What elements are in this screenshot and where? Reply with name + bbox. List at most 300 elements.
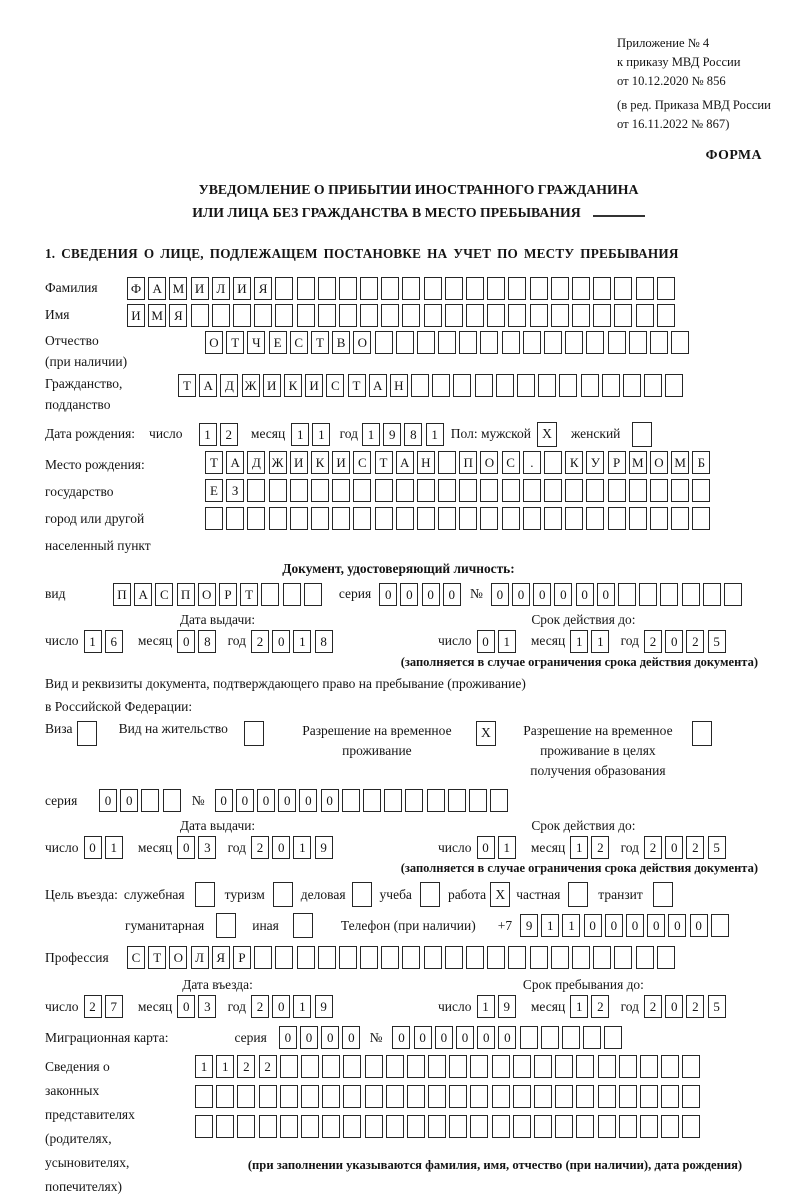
- char-box[interactable]: [636, 277, 654, 300]
- char-box[interactable]: [311, 479, 329, 502]
- char-box[interactable]: [141, 789, 159, 812]
- char-box[interactable]: Р: [608, 451, 626, 474]
- char-box[interactable]: [523, 479, 541, 502]
- char-box[interactable]: [618, 583, 636, 606]
- char-box[interactable]: [724, 583, 742, 606]
- char-box[interactable]: [565, 331, 583, 354]
- char-box[interactable]: 2: [237, 1055, 255, 1078]
- char-box[interactable]: 8: [198, 630, 216, 653]
- char-box[interactable]: [636, 946, 654, 969]
- char-box[interactable]: [375, 479, 393, 502]
- char-box[interactable]: [322, 1085, 340, 1108]
- purpose-private-checkbox[interactable]: [568, 882, 588, 907]
- char-box[interactable]: Я: [169, 304, 187, 327]
- char-box[interactable]: 5: [708, 630, 726, 653]
- char-box[interactable]: 0: [626, 914, 644, 937]
- char-box[interactable]: 0: [477, 836, 495, 859]
- char-box[interactable]: М: [169, 277, 187, 300]
- char-box[interactable]: [402, 946, 420, 969]
- char-box[interactable]: И: [191, 277, 209, 300]
- char-box[interactable]: [396, 507, 414, 530]
- char-box[interactable]: [544, 451, 562, 474]
- char-box[interactable]: 1: [195, 1055, 213, 1078]
- char-box[interactable]: 1: [199, 423, 217, 446]
- char-box[interactable]: [608, 479, 626, 502]
- char-box[interactable]: 0: [605, 914, 623, 937]
- char-box[interactable]: [513, 1115, 531, 1138]
- char-box[interactable]: [427, 789, 445, 812]
- char-box[interactable]: [598, 1085, 616, 1108]
- char-box[interactable]: [671, 479, 689, 502]
- char-box[interactable]: [490, 789, 508, 812]
- char-box[interactable]: 0: [665, 995, 683, 1018]
- char-box[interactable]: [604, 1026, 622, 1049]
- char-box[interactable]: [283, 583, 301, 606]
- char-box[interactable]: О: [480, 451, 498, 474]
- char-box[interactable]: .: [523, 451, 541, 474]
- char-box[interactable]: [360, 277, 378, 300]
- char-box[interactable]: 2: [686, 995, 704, 1018]
- char-box[interactable]: [259, 1115, 277, 1138]
- char-box[interactable]: 6: [105, 630, 123, 653]
- char-box[interactable]: [657, 304, 675, 327]
- char-box[interactable]: [445, 946, 463, 969]
- char-box[interactable]: [544, 479, 562, 502]
- char-box[interactable]: 1: [541, 914, 559, 937]
- char-box[interactable]: Ч: [247, 331, 265, 354]
- char-box[interactable]: 0: [576, 583, 594, 606]
- char-box[interactable]: [381, 304, 399, 327]
- char-box[interactable]: Е: [205, 479, 223, 502]
- char-box[interactable]: [517, 374, 535, 397]
- char-box[interactable]: [424, 946, 442, 969]
- purpose-humanitarian-checkbox[interactable]: [216, 913, 236, 938]
- char-box[interactable]: [538, 374, 556, 397]
- char-box[interactable]: [216, 1085, 234, 1108]
- char-box[interactable]: [650, 331, 668, 354]
- char-box[interactable]: К: [311, 451, 329, 474]
- char-box[interactable]: 8: [404, 423, 422, 446]
- char-box[interactable]: Л: [191, 946, 209, 969]
- char-box[interactable]: [508, 946, 526, 969]
- char-box[interactable]: [386, 1055, 404, 1078]
- char-box[interactable]: [586, 479, 604, 502]
- char-box[interactable]: [216, 1115, 234, 1138]
- temp-residence-edu-checkbox[interactable]: [692, 721, 712, 746]
- char-box[interactable]: Ж: [242, 374, 260, 397]
- char-box[interactable]: [438, 507, 456, 530]
- char-box[interactable]: 0: [690, 914, 708, 937]
- char-box[interactable]: 0: [668, 914, 686, 937]
- purpose-transit-checkbox[interactable]: [653, 882, 673, 907]
- char-box[interactable]: [593, 946, 611, 969]
- char-box[interactable]: [551, 304, 569, 327]
- char-box[interactable]: 0: [272, 630, 290, 653]
- char-box[interactable]: [682, 1115, 700, 1138]
- char-box[interactable]: 1: [105, 836, 123, 859]
- char-box[interactable]: 2: [251, 630, 269, 653]
- char-box[interactable]: С: [127, 946, 145, 969]
- char-box[interactable]: 1: [562, 914, 580, 937]
- char-box[interactable]: [551, 277, 569, 300]
- char-box[interactable]: У: [586, 451, 604, 474]
- char-box[interactable]: [496, 374, 514, 397]
- char-box[interactable]: [657, 277, 675, 300]
- char-box[interactable]: 0: [177, 836, 195, 859]
- char-box[interactable]: С: [290, 331, 308, 354]
- char-box[interactable]: [523, 331, 541, 354]
- char-box[interactable]: [565, 479, 583, 502]
- char-box[interactable]: А: [148, 277, 166, 300]
- char-box[interactable]: [466, 946, 484, 969]
- char-box[interactable]: [692, 507, 710, 530]
- purpose-work-checkbox[interactable]: X: [490, 882, 510, 907]
- char-box[interactable]: [322, 1115, 340, 1138]
- char-box[interactable]: [502, 331, 520, 354]
- char-box[interactable]: 1: [426, 423, 444, 446]
- char-box[interactable]: [480, 479, 498, 502]
- char-box[interactable]: [290, 507, 308, 530]
- char-box[interactable]: [459, 507, 477, 530]
- char-box[interactable]: 9: [383, 423, 401, 446]
- char-box[interactable]: О: [169, 946, 187, 969]
- char-box[interactable]: Т: [205, 451, 223, 474]
- char-box[interactable]: [275, 304, 293, 327]
- char-box[interactable]: [682, 1055, 700, 1078]
- char-box[interactable]: 0: [443, 583, 461, 606]
- char-box[interactable]: И: [305, 374, 323, 397]
- char-box[interactable]: [195, 1085, 213, 1108]
- char-box[interactable]: [304, 583, 322, 606]
- char-box[interactable]: [598, 1115, 616, 1138]
- char-box[interactable]: 0: [279, 1026, 297, 1049]
- char-box[interactable]: 0: [177, 995, 195, 1018]
- char-box[interactable]: [449, 1085, 467, 1108]
- char-box[interactable]: А: [199, 374, 217, 397]
- char-box[interactable]: 0: [321, 1026, 339, 1049]
- char-box[interactable]: [629, 331, 647, 354]
- char-box[interactable]: Н: [417, 451, 435, 474]
- char-box[interactable]: [541, 1026, 559, 1049]
- char-box[interactable]: [544, 331, 562, 354]
- char-box[interactable]: [470, 1055, 488, 1078]
- char-box[interactable]: И: [233, 277, 251, 300]
- char-box[interactable]: [665, 374, 683, 397]
- char-box[interactable]: М: [148, 304, 166, 327]
- char-box[interactable]: [459, 479, 477, 502]
- char-box[interactable]: П: [113, 583, 131, 606]
- char-box[interactable]: [480, 507, 498, 530]
- char-box[interactable]: Б: [692, 451, 710, 474]
- char-box[interactable]: 0: [477, 630, 495, 653]
- char-box[interactable]: Т: [226, 331, 244, 354]
- char-box[interactable]: [470, 1115, 488, 1138]
- char-box[interactable]: [671, 331, 689, 354]
- char-box[interactable]: [534, 1115, 552, 1138]
- char-box[interactable]: [551, 946, 569, 969]
- purpose-official-checkbox[interactable]: [195, 882, 215, 907]
- char-box[interactable]: [297, 277, 315, 300]
- char-box[interactable]: Н: [390, 374, 408, 397]
- char-box[interactable]: 1: [570, 995, 588, 1018]
- char-box[interactable]: [353, 479, 371, 502]
- char-box[interactable]: И: [263, 374, 281, 397]
- char-box[interactable]: [212, 304, 230, 327]
- char-box[interactable]: 2: [251, 995, 269, 1018]
- char-box[interactable]: [386, 1085, 404, 1108]
- char-box[interactable]: 1: [293, 630, 311, 653]
- char-box[interactable]: [572, 304, 590, 327]
- char-box[interactable]: [480, 331, 498, 354]
- char-box[interactable]: [487, 304, 505, 327]
- char-box[interactable]: 0: [392, 1026, 410, 1049]
- char-box[interactable]: 2: [644, 836, 662, 859]
- char-box[interactable]: 0: [435, 1026, 453, 1049]
- char-box[interactable]: 0: [99, 789, 117, 812]
- char-box[interactable]: 1: [216, 1055, 234, 1078]
- char-box[interactable]: [530, 304, 548, 327]
- char-box[interactable]: 0: [414, 1026, 432, 1049]
- char-box[interactable]: 2: [259, 1055, 277, 1078]
- char-box[interactable]: [576, 1115, 594, 1138]
- char-box[interactable]: [657, 946, 675, 969]
- char-box[interactable]: О: [353, 331, 371, 354]
- char-box[interactable]: [562, 1026, 580, 1049]
- char-box[interactable]: [572, 946, 590, 969]
- char-box[interactable]: [438, 331, 456, 354]
- char-box[interactable]: [671, 507, 689, 530]
- char-box[interactable]: [247, 507, 265, 530]
- char-box[interactable]: [640, 1115, 658, 1138]
- char-box[interactable]: [365, 1085, 383, 1108]
- char-box[interactable]: [343, 1115, 361, 1138]
- char-box[interactable]: [466, 304, 484, 327]
- char-box[interactable]: [502, 479, 520, 502]
- male-checkbox[interactable]: X: [537, 422, 557, 447]
- char-box[interactable]: [629, 479, 647, 502]
- char-box[interactable]: С: [326, 374, 344, 397]
- char-box[interactable]: [487, 277, 505, 300]
- char-box[interactable]: [318, 277, 336, 300]
- char-box[interactable]: [318, 946, 336, 969]
- char-box[interactable]: М: [629, 451, 647, 474]
- char-box[interactable]: [650, 507, 668, 530]
- char-box[interactable]: [360, 304, 378, 327]
- char-box[interactable]: [445, 277, 463, 300]
- char-box[interactable]: А: [369, 374, 387, 397]
- char-box[interactable]: [428, 1085, 446, 1108]
- char-box[interactable]: [555, 1085, 573, 1108]
- char-box[interactable]: [339, 304, 357, 327]
- char-box[interactable]: [353, 507, 371, 530]
- char-box[interactable]: 5: [708, 836, 726, 859]
- char-box[interactable]: [205, 507, 223, 530]
- char-box[interactable]: [470, 1085, 488, 1108]
- char-box[interactable]: [608, 507, 626, 530]
- purpose-tourism-checkbox[interactable]: [273, 882, 293, 907]
- char-box[interactable]: [650, 479, 668, 502]
- char-box[interactable]: С: [155, 583, 173, 606]
- char-box[interactable]: 1: [570, 836, 588, 859]
- char-box[interactable]: [449, 1115, 467, 1138]
- char-box[interactable]: К: [284, 374, 302, 397]
- char-box[interactable]: [682, 1085, 700, 1108]
- char-box[interactable]: Т: [178, 374, 196, 397]
- char-box[interactable]: [275, 946, 293, 969]
- char-box[interactable]: 1: [312, 423, 330, 446]
- char-box[interactable]: [572, 277, 590, 300]
- char-box[interactable]: 1: [291, 423, 309, 446]
- char-box[interactable]: [711, 914, 729, 937]
- char-box[interactable]: [492, 1115, 510, 1138]
- char-box[interactable]: С: [353, 451, 371, 474]
- char-box[interactable]: [396, 479, 414, 502]
- char-box[interactable]: [237, 1085, 255, 1108]
- char-box[interactable]: В: [332, 331, 350, 354]
- char-box[interactable]: Ф: [127, 277, 145, 300]
- char-box[interactable]: [559, 374, 577, 397]
- char-box[interactable]: [301, 1115, 319, 1138]
- char-box[interactable]: [311, 507, 329, 530]
- char-box[interactable]: [469, 789, 487, 812]
- char-box[interactable]: [424, 277, 442, 300]
- char-box[interactable]: З: [226, 479, 244, 502]
- char-box[interactable]: [475, 374, 493, 397]
- char-box[interactable]: [438, 451, 456, 474]
- char-box[interactable]: [407, 1085, 425, 1108]
- char-box[interactable]: [269, 507, 287, 530]
- char-box[interactable]: [381, 946, 399, 969]
- char-box[interactable]: 0: [278, 789, 296, 812]
- char-box[interactable]: Р: [233, 946, 251, 969]
- char-box[interactable]: 1: [570, 630, 588, 653]
- char-box[interactable]: 2: [644, 630, 662, 653]
- char-box[interactable]: П: [459, 451, 477, 474]
- char-box[interactable]: [448, 789, 466, 812]
- char-box[interactable]: [530, 946, 548, 969]
- char-box[interactable]: [417, 479, 435, 502]
- char-box[interactable]: Т: [148, 946, 166, 969]
- char-box[interactable]: 0: [647, 914, 665, 937]
- char-box[interactable]: 9: [498, 995, 516, 1018]
- char-box[interactable]: [449, 1055, 467, 1078]
- char-box[interactable]: [275, 277, 293, 300]
- char-box[interactable]: [629, 507, 647, 530]
- char-box[interactable]: [191, 304, 209, 327]
- char-box[interactable]: [254, 304, 272, 327]
- char-box[interactable]: С: [502, 451, 520, 474]
- char-box[interactable]: [226, 507, 244, 530]
- char-box[interactable]: [492, 1055, 510, 1078]
- char-box[interactable]: [593, 304, 611, 327]
- char-box[interactable]: [405, 789, 423, 812]
- char-box[interactable]: [598, 1055, 616, 1078]
- char-box[interactable]: 0: [456, 1026, 474, 1049]
- char-box[interactable]: А: [396, 451, 414, 474]
- char-box[interactable]: [660, 583, 678, 606]
- char-box[interactable]: [661, 1085, 679, 1108]
- char-box[interactable]: [487, 946, 505, 969]
- char-box[interactable]: 2: [84, 995, 102, 1018]
- char-box[interactable]: 0: [215, 789, 233, 812]
- char-box[interactable]: 0: [379, 583, 397, 606]
- char-box[interactable]: 0: [257, 789, 275, 812]
- char-box[interactable]: 0: [491, 583, 509, 606]
- char-box[interactable]: 2: [251, 836, 269, 859]
- char-box[interactable]: 2: [220, 423, 238, 446]
- char-box[interactable]: [428, 1115, 446, 1138]
- char-box[interactable]: [280, 1055, 298, 1078]
- char-box[interactable]: [661, 1115, 679, 1138]
- char-box[interactable]: 1: [293, 836, 311, 859]
- char-box[interactable]: [619, 1085, 637, 1108]
- char-box[interactable]: О: [198, 583, 216, 606]
- residence-permit-checkbox[interactable]: [244, 721, 264, 746]
- char-box[interactable]: 0: [84, 836, 102, 859]
- char-box[interactable]: 0: [597, 583, 615, 606]
- char-box[interactable]: [640, 1055, 658, 1078]
- char-box[interactable]: 2: [591, 836, 609, 859]
- char-box[interactable]: [424, 304, 442, 327]
- char-box[interactable]: [576, 1055, 594, 1078]
- char-box[interactable]: [565, 507, 583, 530]
- char-box[interactable]: [459, 331, 477, 354]
- char-box[interactable]: [466, 277, 484, 300]
- char-box[interactable]: [445, 304, 463, 327]
- char-box[interactable]: [297, 946, 315, 969]
- char-box[interactable]: [530, 277, 548, 300]
- char-box[interactable]: [534, 1055, 552, 1078]
- char-box[interactable]: [259, 1085, 277, 1108]
- char-box[interactable]: [508, 304, 526, 327]
- char-box[interactable]: 0: [665, 630, 683, 653]
- char-box[interactable]: [301, 1085, 319, 1108]
- char-box[interactable]: [384, 789, 402, 812]
- char-box[interactable]: Е: [269, 331, 287, 354]
- char-box[interactable]: 7: [105, 995, 123, 1018]
- char-box[interactable]: [233, 304, 251, 327]
- purpose-study-checkbox[interactable]: [420, 882, 440, 907]
- char-box[interactable]: [339, 277, 357, 300]
- char-box[interactable]: Р: [219, 583, 237, 606]
- char-box[interactable]: [513, 1055, 531, 1078]
- char-box[interactable]: О: [650, 451, 668, 474]
- char-box[interactable]: [492, 1085, 510, 1108]
- char-box[interactable]: [619, 1115, 637, 1138]
- char-box[interactable]: 2: [686, 630, 704, 653]
- char-box[interactable]: [682, 583, 700, 606]
- temp-residence-checkbox[interactable]: X: [476, 721, 496, 746]
- char-box[interactable]: [343, 1085, 361, 1108]
- char-box[interactable]: О: [205, 331, 223, 354]
- char-box[interactable]: 1: [498, 630, 516, 653]
- char-box[interactable]: [318, 304, 336, 327]
- char-box[interactable]: [523, 507, 541, 530]
- char-box[interactable]: [428, 1055, 446, 1078]
- char-box[interactable]: 0: [272, 836, 290, 859]
- char-box[interactable]: [438, 479, 456, 502]
- char-box[interactable]: [608, 331, 626, 354]
- char-box[interactable]: 5: [708, 995, 726, 1018]
- char-box[interactable]: Д: [220, 374, 238, 397]
- char-box[interactable]: [297, 304, 315, 327]
- char-box[interactable]: [339, 946, 357, 969]
- char-box[interactable]: [661, 1055, 679, 1078]
- char-box[interactable]: 2: [591, 995, 609, 1018]
- char-box[interactable]: 1: [362, 423, 380, 446]
- char-box[interactable]: [280, 1115, 298, 1138]
- char-box[interactable]: П: [177, 583, 195, 606]
